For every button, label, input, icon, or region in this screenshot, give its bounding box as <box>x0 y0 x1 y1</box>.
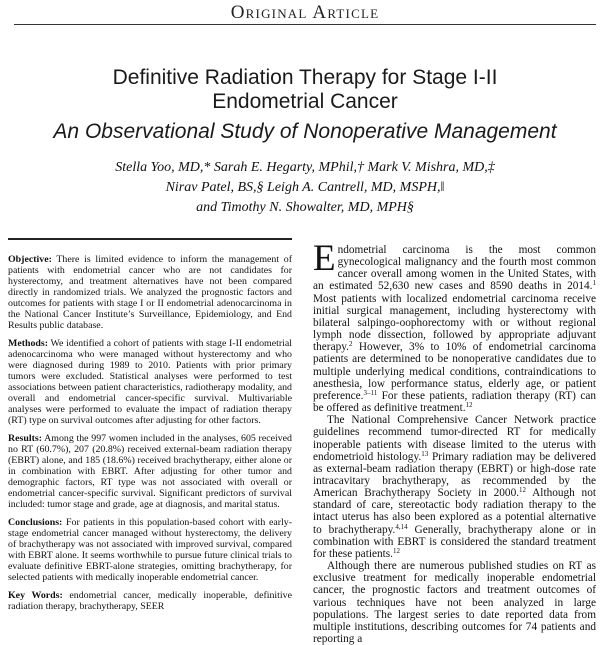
reference-marker: 4,14 <box>395 522 408 531</box>
abstract-conclusions <box>8 517 292 583</box>
reference-marker: 12 <box>393 546 400 555</box>
body-text-segment: Although there are numerous published studies on RT as exclusive treatment for medically inoperable endometrial cancer, the prognostic factors and treatment outcomes of various techniques have not been analyzed in large populations. The largest series to date reported data from multiple institutions, describing outcomes for 74 patients and reporting a <box>313 560 596 645</box>
body-text-segment: Most patients with localized endometrial carcinoma receive initial surgical management, including hysterectomy with bilateral salpingo-oophorectomy with or without regional lymph node dissection, followed by appropriate adjuvant therapy. <box>313 292 596 354</box>
reference-marker: 12 <box>465 401 473 410</box>
abstract-methods <box>8 338 292 426</box>
reference-marker: 12 <box>519 486 527 495</box>
body-text-segment: The National Comprehensive Cancer Network practice guidelines recommend tumor-directed RT for medically inoperable patients with disease limited to the uterus with endometrioid histology. <box>313 414 596 463</box>
body-text-segment: ndometrial carcinoma is the most common gynecological malignancy and the fourth most common cancer overall among women in the United States, with an estimated 52,630 new cases and 8590 deaths in 2014. <box>313 244 596 293</box>
body-paragraph-2 <box>313 414 596 560</box>
author-list <box>0 158 610 218</box>
body-text-segment: For these patients, radiation therapy (RT) can be offered as definitive treatment. <box>313 389 596 415</box>
body-text-segment: However, 3% to 10% of endometrial carcinoma patients are determined to be nonoperative candidates due to multiple underlying medical conditions, contraindications to anesthesia, low performance status, elderly age, or patient preference. <box>313 341 596 402</box>
reference-marker: 13 <box>421 449 429 458</box>
title-line-1: Definitive Radiation Therapy for Stage I-II <box>112 66 498 89</box>
authors-line-3: and Timothy N. Showalter, MD, MPH§ <box>196 200 414 215</box>
conclusions-text: For patients in this population-based cohort with early-stage endometrial cancer managed without hysterectomy, the delivery of brachytherapy was not associated with improved survival, compared with EBRT alone. It seems worthwhile to pursue future clinical trials to evaluate definitive EBRT-alone strategies, omitting brachytherapy, for selected patients with medically inoperable endometrial cancer. <box>8 517 292 583</box>
abstract-objective <box>8 254 292 331</box>
title-line-2: Endometrial Cancer <box>212 90 398 113</box>
abstract-results <box>8 433 292 510</box>
results-text: Among the 997 women included in the analyses, 605 received no RT (60.7%), 207 (20.8%) received external-beam radiation therapy (EBRT) alone, and 185 (18.6%) received brachytherapy, either alone or in combination with EBRT. After adjusting for other tumor and demographic factors, RT type was not associated with overall or endometrial cancer-specific survival. Significant predictors of survival included: tumor stage and grade, age at diagnosis, and marital status. <box>8 433 292 510</box>
body-text <box>313 238 596 645</box>
body-text-segment: Generally, brachytherapy alone or in combination with EBRT is considered the standard treatment for these patients. <box>313 523 596 560</box>
objective-label: Objective: <box>8 254 52 265</box>
header-rule <box>14 24 596 25</box>
objective-text: There is limited evidence to inform the management of patients with endometrial cancer who are not candidates for hysterectomy, and treatment alternatives have not been compared directly in randomized trials. We analyzed the prognostic factors and outcomes for patients with stage I or II endometrial adenocarcinoma in the National Cancer Institute’s Surveillance, Epidemiology, and End Results public database. <box>8 254 292 331</box>
drop-cap: E <box>313 238 336 279</box>
body-paragraph-3 <box>313 560 596 645</box>
methods-text: We identified a cohort of patients with stage I-II endometrial adenocarcinoma who were managed without hysterectomy and who were diagnosed during 1989 to 2010. Patients with prior primary tumors were excluded. Statistical analyses were performed to test associations between patient characteristics, radiotherapy modality, and overall and endometrial cancer-specific survival. Multivariable analyses were performed to evaluate the impact of radiation therapy (RT) type on survival outcomes after adjusting for other factors. <box>8 338 292 426</box>
keywords-text: endometrial cancer, medically inoperable, definitive radiation therapy, brachytherapy, SEER <box>8 590 292 612</box>
section-label: Original Article <box>230 2 380 23</box>
methods-label: Methods: <box>8 338 49 349</box>
body-text-segment: Although not standard of care, stereotactic body radiation therapy to the intact uterus has also been explored as a potential alternative to brachytherapy. <box>313 487 596 536</box>
article-title <box>0 66 610 114</box>
reference-marker: 1 <box>592 279 596 288</box>
abstract-keywords <box>8 590 292 612</box>
authors-line-1: Stella Yoo, MD,* Sarah E. Hegarty, MPhil,† Mark V. Mishra, MD,‡ <box>115 160 495 175</box>
article-subtitle: An Observational Study of Nonoperative Management <box>53 120 557 143</box>
body-paragraph-1 <box>313 238 596 415</box>
reference-marker: 2 <box>348 340 353 349</box>
body-text-segment: Primary radiation may be delivered as external-beam radiation therapy (EBRT) or high-dose rate intracavitary brachytherapy, as recommended by the American Brachytherapy Society in 2000. <box>313 450 596 500</box>
conclusions-label: Conclusions: <box>8 517 63 528</box>
keywords-label: Key Words: <box>8 590 63 601</box>
reference-marker: 3–11 <box>363 388 378 397</box>
authors-line-2: Nirav Patel, BS,§ Leigh A. Cantrell, MD, MSPH,‖ <box>165 180 445 195</box>
results-label: Results: <box>8 433 43 444</box>
abstract <box>8 238 292 619</box>
